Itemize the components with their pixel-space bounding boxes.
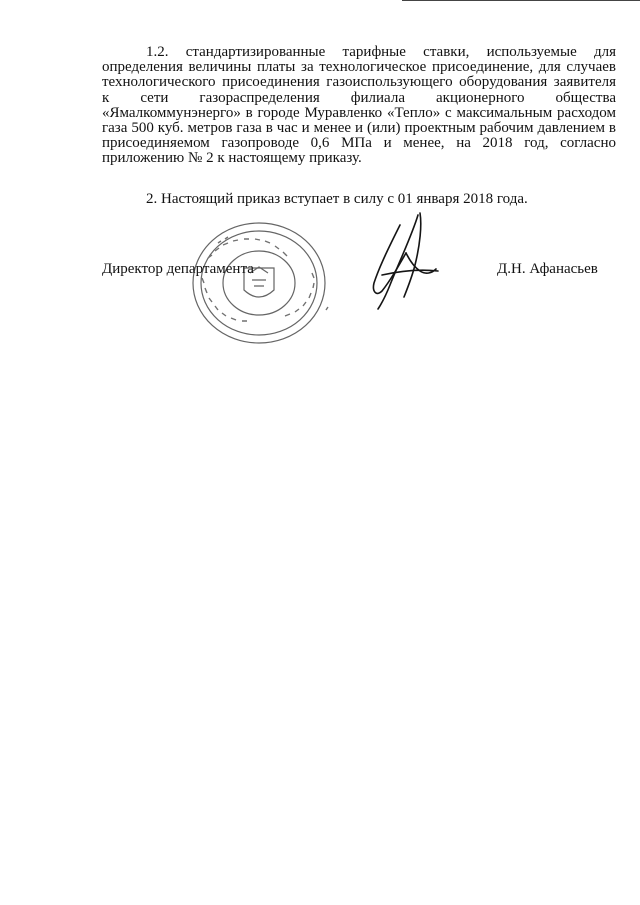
signer-name: Д.Н. Афанасьев bbox=[497, 261, 598, 277]
document-body bbox=[102, 45, 616, 167]
official-seal-stamp bbox=[188, 218, 330, 348]
clause-1-2-line-8: приложению № 2 к настоящему приказу. bbox=[102, 151, 362, 167]
clause-2: 2. Настоящий приказ вступает в силу с 01 января 2018 года. bbox=[146, 191, 528, 207]
top-border-line bbox=[402, 0, 640, 1]
handwritten-signature bbox=[360, 205, 460, 315]
clause-1-2 bbox=[102, 45, 616, 167]
clause-1-2-line-6: газа 500 куб. метров газа в час и менее и (или) проектным рабочим давлением в bbox=[102, 121, 616, 137]
clause-1-2-line-3: технологического присоединения газоиспользующего оборудования заявителя bbox=[102, 75, 616, 91]
clause-1-2-line-1: 1.2. стандартизированные тарифные ставки, используемые для bbox=[146, 45, 616, 60]
clause-1-2-line-4: к сети газораспределения филиала акционерного общества bbox=[102, 90, 616, 106]
clause-1-2-line-2: определения величины платы за технологическое присоединение, для случаев bbox=[102, 60, 616, 76]
clause-1-2-line-5: «Ямалкоммунэнерго» в городе Муравленко «Тепло» с максимальным расходом bbox=[102, 105, 616, 121]
clause-1-2-line-7: присоединяемом газопроводе 0,6 МПа и менее, на 2018 год, согласно bbox=[102, 136, 616, 152]
director-title: Директор департамента bbox=[102, 261, 254, 277]
